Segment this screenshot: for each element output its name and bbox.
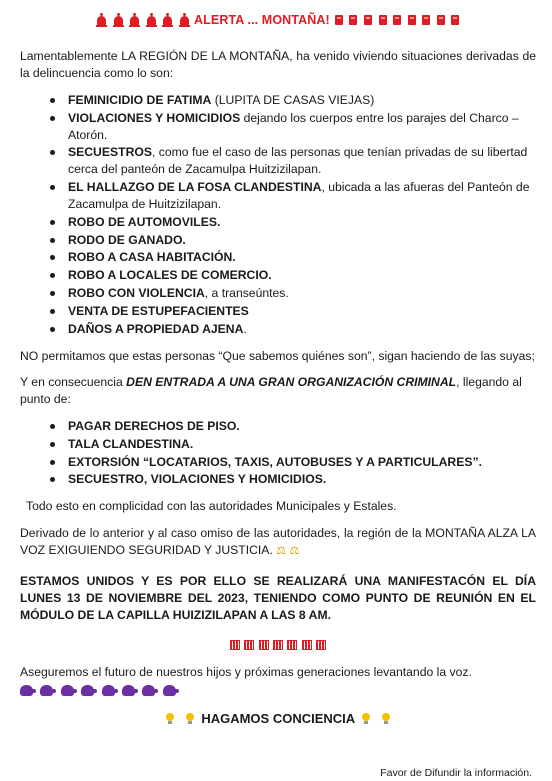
list-item: ROBO CON VIOLENCIA, a transeúntes. [68, 285, 536, 302]
list-item: FEMINICIDIO DE FATIMA (LUPITA DE CASAS VIEJAS) [68, 92, 536, 109]
raised-fist-icon [40, 685, 53, 696]
list-item: VENTA DE ESTUPEFACIENTES [68, 303, 536, 320]
raised-fist-icon [61, 685, 74, 696]
hagamos-conciencia-heading: HAGAMOS CONCIENCIA [20, 710, 536, 728]
list-item: ROBO DE AUTOMOVILES. [68, 214, 536, 231]
manifestacion-paragraph: ESTAMOS UNIDOS Y ES POR ELLO SE REALIZARÁ UNA MANIFESTACÓN EL DÍA LUNES 13 DE NOVIEMBRE DEL 2023, TENIENDO COMO PUNTO DE REUNIÓN EN EL MÓDULO DE LA CAPILLA HUIZIZILAPAN A LAS 8 AM. [20, 574, 536, 622]
light-bulb-icon [186, 713, 194, 724]
raised-fist-icon [20, 685, 33, 696]
alarm-icon [97, 16, 106, 25]
red-divider-icon [287, 640, 297, 650]
raised-fist-icon [122, 685, 135, 696]
derivado-paragraph: Derivado de lo anterior y al caso omiso de las autoridades, la región de la MONTAÑA ALZA LA VOZ EXIGUIENDO SEGURIDAD Y JUSTICIA. ⚖ ⚖ [20, 526, 536, 557]
list-item: RODO DE GANADO. [68, 232, 536, 249]
list-item: EXTORSIÓN “LOCATARIOS, TAXIS, AUTOBUSES Y A PARTICULARES”. [68, 454, 536, 471]
red-divider-icon [302, 640, 312, 650]
footer-note: Favor de Difundir la información. [380, 767, 532, 780]
crimes-list [20, 92, 536, 338]
no-permitamos-paragraph: NO permitamos que estas personas “Que sabemos quiénes son”, sigan haciendo de las suyas; [20, 348, 535, 363]
alarm-icon [114, 16, 123, 25]
red-block-icon [349, 15, 357, 25]
red-divider-icon [316, 640, 326, 650]
alert-title [20, 12, 536, 30]
list-item: TALA CLANDESTINA. [68, 436, 536, 453]
raised-fist-row [20, 684, 536, 698]
red-block-icon [335, 15, 343, 25]
list-item: SECUESTRO, VIOLACIONES Y HOMICIDIOS. [68, 471, 536, 488]
light-bulb-icon [362, 713, 370, 724]
red-block-icon [364, 15, 372, 25]
red-divider-icon [273, 640, 283, 650]
list-item: ROBO A CASA HABITACIÓN. [68, 249, 536, 266]
red-divider-icon [259, 640, 269, 650]
intro-paragraph: Lamentablemente LA REGIÓN DE LA MONTAÑA, ha venido viviendo situaciones derivadas de la delincuencia como lo son: [20, 49, 536, 81]
consequences-list [20, 418, 536, 488]
raised-fist-icon [142, 685, 155, 696]
balance-scale-icon: ⚖ [276, 544, 287, 557]
raised-fist-icon [102, 685, 115, 696]
alarm-icon [147, 16, 156, 25]
complicidad-paragraph: Todo esto en complicidad con las autoridades Municipales y Estales. [26, 499, 397, 514]
list-item: EL HALLAZGO DE LA FOSA CLANDESTINA, ubicada a las afueras del Panteón de Zacamulpa de Huitzizilapan. [68, 179, 536, 213]
balance-scale-icon: ⚖ [289, 544, 300, 557]
list-item: ROBO A LOCALES DE COMERCIO. [68, 267, 536, 284]
consecuencia-paragraph: Y en consecuencia DEN ENTRADA A UNA GRAN ORGANIZACIÓN CRIMINAL, llegando al punto de: [20, 375, 522, 407]
red-divider-row [20, 638, 536, 650]
light-bulb-icon [166, 713, 174, 724]
red-block-icon [437, 15, 445, 25]
red-divider-icon [244, 640, 254, 650]
red-block-icon [451, 15, 459, 25]
alarm-icon [163, 16, 172, 25]
list-item: VIOLACIONES Y HOMICIDIOS dejando los cuerpos entre los parajes del Charco – Atorón. [68, 110, 536, 144]
futuro-paragraph: Aseguremos el futuro de nuestros hijos y próximas generaciones levantando la voz. [20, 664, 472, 679]
alarm-icon [130, 16, 139, 25]
alert-title-text: ALERTA ... MONTAÑA! [194, 13, 330, 27]
red-block-icon [393, 15, 401, 25]
raised-fist-icon [163, 685, 176, 696]
alarm-icons-row [95, 13, 191, 30]
red-block-icon [408, 15, 416, 25]
list-item: DAÑOS A PROPIEDAD AJENA. [68, 321, 536, 338]
red-block-icon [379, 15, 387, 25]
list-item: PAGAR DERECHOS DE PISO. [68, 418, 536, 435]
red-divider-icon [230, 640, 240, 650]
red-block-icon [422, 15, 430, 25]
raised-fist-icon [81, 685, 94, 696]
alarm-icon [180, 16, 189, 25]
list-item: SECUESTROS, como fue el caso de las personas que tenían privadas de su libertad cerca del panteón de Zacamulpa Huitzizilapan. [68, 144, 536, 178]
light-bulb-icon [382, 713, 390, 724]
red-block-icons-row [333, 13, 461, 30]
